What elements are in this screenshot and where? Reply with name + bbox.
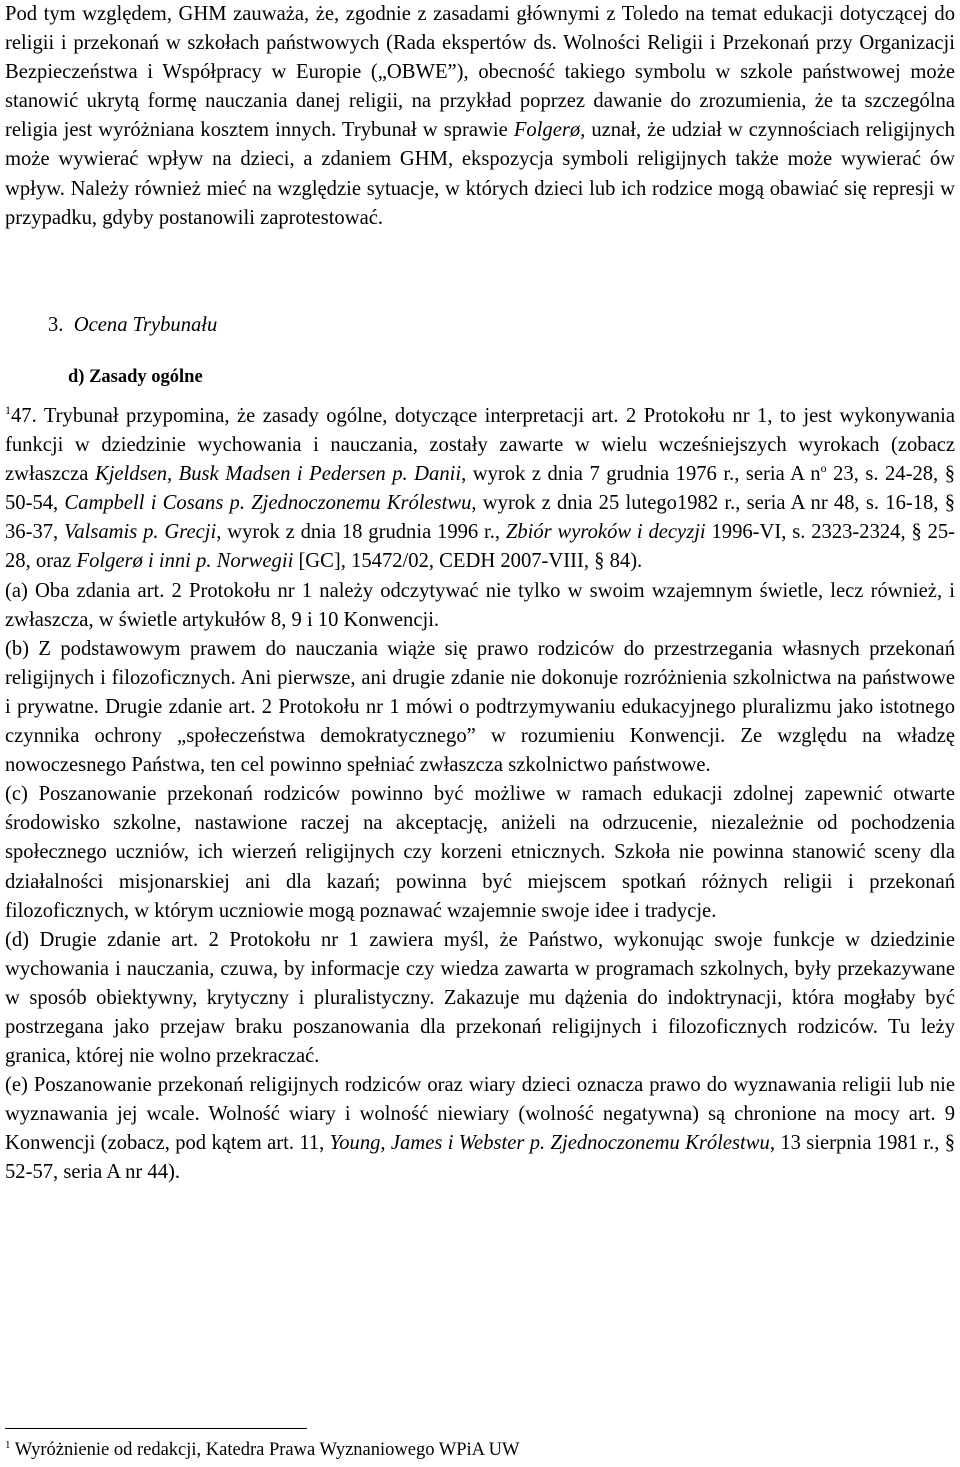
para47-text-5: , wyrok z dnia 18 grudnia 1996 r., xyxy=(216,521,506,544)
point-c: (c) Poszanowanie przekonań rodziców powinno być możliwe w ramach edukacji zdolnej zapewnić otwarte środowisko szkolne, nastawione raczej na akceptację, aniżeli na odrzucenie, niezależnie od pochodzenia społecznego uczniów, ich wierzeń religijnych czy korzeni etnicznych. Szkoła nie powinna stanowić sceny dla działalności misjonarskiej ani dla kazań; powinna być miejscem spotkań różnych religii i przekonań filozoficznych, w którym uczniowie mogą poznawać wzajemnie swoje idee i tradycje. xyxy=(5,783,955,922)
para47-text-7: [GC], 15472/02, CEDH 2007-VIII, § 84). xyxy=(293,550,643,573)
point-a: (a) Oba zdania art. 2 Protokołu nr 1 należy odczytywać nie tylko w swoim wzajemnym świetle, lecz również, i zwłaszcza, w świetle artykułów 8, 9 i 10 Konwencji. xyxy=(5,579,955,631)
subsection-heading: d) Zasady ogólne xyxy=(68,367,203,387)
case-young-james-webster: Young, James i Webster p. Zjednoczonemu Królestwu xyxy=(329,1132,770,1155)
para47-text-4: , wyrok z dnia 25 lutego1982 r., seria A nr 48, s. 16-18, § 36-37, xyxy=(5,492,956,544)
point-e-text-2: , 13 sierpnia 1981 r., § 52-57, seria A nr 44). xyxy=(5,1132,955,1184)
para47-text-1: 47. Trybunał przypomina, że zasady ogólne, dotyczące interpretacji art. 2 Protokołu nr 1, to jest wykonywania funkcji w dziedzinie wychowania i nauczania, zostały zawarte w wielu wcześniejszych wyrokach (zobacz zwłaszcza xyxy=(5,405,955,486)
point-e-text-1: (e) Poszanowanie przekonań religijnych rodziców oraz wiary dzieci oznacza prawo do wyznawania religii lub nie wyznawania jej wcale. Wolność wiary i wolność niewiary (wolność negatywna) są chronione na mocy art. 9 Konwencji (zobacz, pod kątem art. 11, xyxy=(5,1074,955,1155)
section-heading xyxy=(48,311,217,340)
point-d: (d) Drugie zdanie art. 2 Protokołu nr 1 zawiera myśl, że Państwo, wykonując swoje funkcje w dziedzinie wychowania i nauczania, czuwa, by informacje czy wiedza zawarta w programach szkolnych, były przekazywane w sposób obiektywny, krytyczny i pluralistyczny. Zakazuje mu dążenia do indoktrynacji, która mogłaby być postrzegana jako przejaw braku poszanowania dla przekonań religijnych i filozoficznych rodziców. Tu leży granica, której nie wolno przekraczać. xyxy=(5,928,955,1068)
case-campbell: Campbell i Cosans p. Zjednoczonemu Królestwu xyxy=(64,492,472,515)
paragraph-47 xyxy=(5,402,955,1188)
case-folgero-norway: Folgerø i inni p. Norwegii xyxy=(76,550,294,573)
case-kjeldsen: Kjeldsen, Busk Madsen i Pedersen p. Danii xyxy=(94,463,462,486)
footnote xyxy=(5,1438,519,1462)
intro-paragraph xyxy=(5,0,955,233)
para47-text-2: , wyrok z dnia 7 grudnia 1976 r., seria A n xyxy=(461,463,821,486)
footnote-divider xyxy=(5,1428,307,1429)
footnote-marker: 1 xyxy=(5,403,11,418)
numero-superscript: o xyxy=(820,461,827,476)
case-valsamis: Valsamis p. Grecji xyxy=(64,521,217,544)
footnote-number: 1 xyxy=(5,1438,11,1451)
intro-text-2: uznał, że udział w czynnościach religijnych może wywierać wpływ na dzieci, a zdaniem GHM, ekspozycja symboli religijnych także może wywierać ów wpływ. Należy również mieć na względzie sytuacje, w których dzieci lub ich rodzice mogą obawiać się represji w przypadku, gdyby postanowili zaprotestować. xyxy=(5,119,955,229)
para47-text-3: 23, s. 24-28, § 50-54, xyxy=(5,463,955,515)
point-b: (b) Z podstawowym prawem do nauczania wiąże się prawo rodziców do przestrzegania własnych przekonań religijnych i filozoficznych. Ani pierwsze, ani drugie zdanie nie dokonuje rozróżnienia szkolnictwa na państwowe i prywatne. Drugie zdanie art. 2 Protokołu nr 1 mówi o podtrzymywaniu edukacyjnego pluralizmu jako istotnego czynnika ochrony „społeczeństwa demokratycznego” w rozumieniu Konwencji. Ze względu na władzę nowoczesnego Państwa, ten cel powinno spełniać zwłaszcza szkolnictwo państwowe. xyxy=(5,637,955,777)
footnote-text: Wyróżnienie od redakcji, Katedra Prawa Wyznaniowego WPiA UW xyxy=(10,1440,520,1460)
reports-title: Zbiór wyroków i decyzji xyxy=(505,521,706,544)
case-name-folgero: Folgerø, xyxy=(513,119,586,142)
intro-text-1: Pod tym względem, GHM zauważa, że, zgodnie z zasadami głównymi z Toledo na temat edukacji dotyczącej do religii i przekonań w szkołach państwowych (Rada ekspertów ds. Wolności Religii i Przekonań przy Organizacji Bezpieczeństwa i Współpracy w Europie („OBWE”), obecność takiego symbolu w szkole państwowej może stanowić ukrytą formę nauczania danej religii, na przykład poprzez dawanie do zrozumienia, że ta szczególna religia jest wyróżniana kosztem innych. Trybunał w sprawie xyxy=(5,3,955,142)
section-title: Ocena Trybunału xyxy=(73,314,218,336)
para47-text-6: 1996-VI, s. 2323-2324, § 25-28, oraz xyxy=(5,521,956,573)
section-number: 3. xyxy=(48,314,64,336)
